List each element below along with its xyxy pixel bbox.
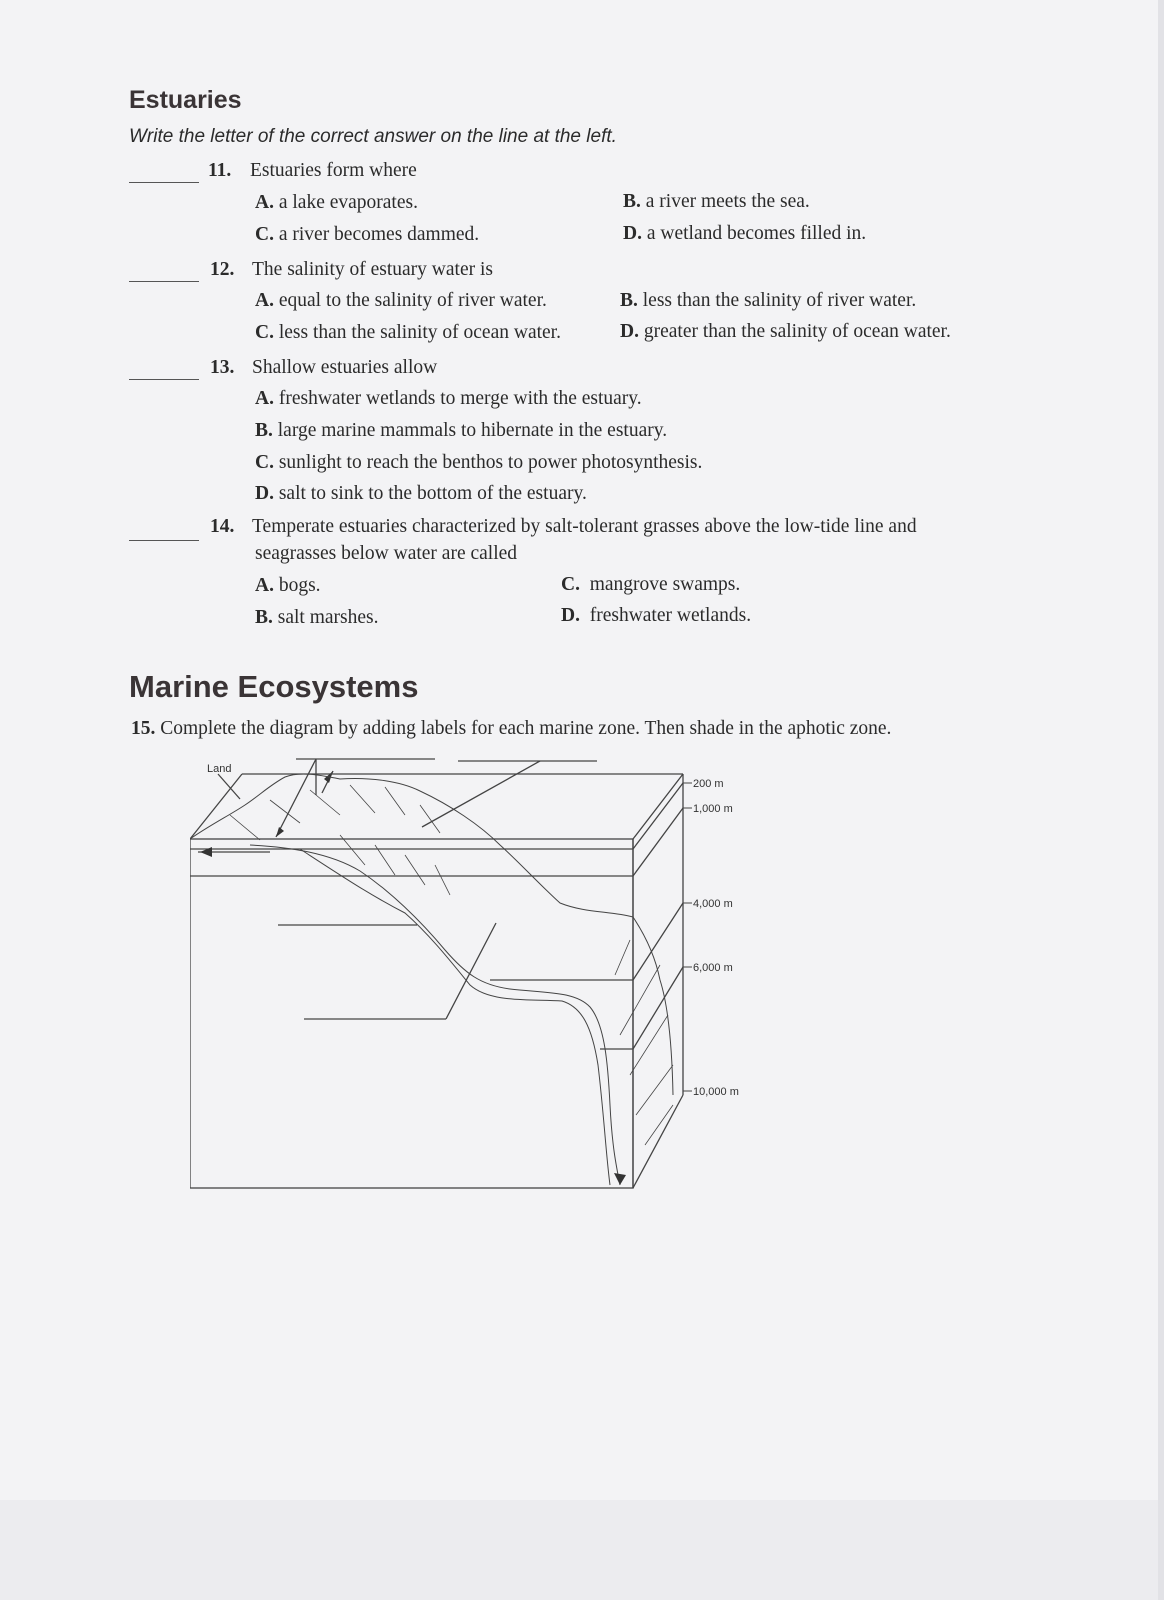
question-number: 15.: [131, 718, 156, 739]
depth-label-1000m: 1,000 m: [693, 803, 733, 815]
option-a: A. equal to the salinity of river water.: [255, 290, 547, 311]
answer-blank-11[interactable]: [129, 182, 199, 183]
option-c: C. mangrove swamps.: [561, 574, 741, 595]
question-text: Estuaries form where: [250, 160, 417, 181]
option-d: D. a wetland becomes filled in.: [623, 223, 867, 244]
question-number: 11.: [208, 160, 232, 181]
depth-label-10000m: 10,000 m: [693, 1086, 739, 1098]
option-b: B. large marine mammals to hibernate in the estuary.: [255, 420, 668, 441]
option-a: A. freshwater wetlands to merge with the estuary.: [255, 388, 642, 409]
ocean-block-front: [190, 839, 633, 1188]
page-edge: [1158, 0, 1164, 1600]
question-text-line2: seagrasses below water are called: [255, 543, 518, 564]
option-c: C. less than the salinity of ocean water.: [255, 322, 561, 343]
arrow-head: [614, 1173, 626, 1185]
question-text: The salinity of estuary water is: [252, 259, 493, 280]
question-text-line1: Temperate estuaries characterized by salt-tolerant grasses above the low-tide line and: [252, 516, 917, 537]
option-b: B. less than the salinity of river water.: [620, 290, 917, 311]
depth-label-200m: 200 m: [693, 778, 724, 790]
slope-contour: [300, 849, 610, 1185]
section-title-marine: Marine Ecosystems: [129, 669, 419, 704]
block-edge: [190, 774, 242, 839]
pointer-line: [422, 761, 540, 827]
question-number: 12.: [210, 259, 235, 280]
land-label: Land: [207, 763, 232, 775]
answer-blank-13[interactable]: [129, 379, 199, 380]
terrain-hatching: [230, 785, 450, 895]
scan-margin: [0, 1500, 1164, 1600]
answer-blank-14[interactable]: [129, 540, 199, 541]
question-number: 13.: [210, 357, 235, 378]
trench-hatching: [615, 940, 673, 1145]
zone-line-side: [633, 783, 683, 849]
question-15: [131, 718, 891, 740]
option-c: C. a river becomes dammed.: [255, 224, 480, 245]
option-a: A. a lake evaporates.: [255, 192, 418, 213]
arrow-head: [276, 827, 284, 837]
pointer-line: [276, 759, 316, 837]
option-d: D. salt to sink to the bottom of the estuary.: [255, 483, 587, 504]
shelf-slope-contour: [250, 845, 620, 1185]
option-b: B. a river meets the sea.: [623, 191, 810, 212]
option-d: D. greater than the salinity of ocean water.: [620, 321, 951, 342]
depth-scale: [683, 783, 692, 1091]
question-number: 14.: [210, 516, 235, 537]
question-text: Complete the diagram by adding labels for each marine zone. Then shade in the aphotic zone.: [160, 718, 892, 739]
option-d: D. freshwater wetlands.: [561, 605, 752, 626]
answer-blank-12[interactable]: [129, 281, 199, 282]
pointer-line: [446, 923, 496, 1019]
zone-line-side: [633, 808, 683, 876]
block-edge: [633, 774, 683, 839]
depth-label-6000m: 6,000 m: [693, 962, 733, 974]
option-a: A. bogs.: [255, 575, 321, 596]
option-c: C. sunlight to reach the benthos to power photosynthesis.: [255, 452, 703, 473]
question-text: Shallow estuaries allow: [252, 357, 438, 378]
marine-zone-diagram: [190, 745, 760, 1205]
pointer-line: [218, 774, 240, 799]
zone-line-side: [633, 967, 683, 1049]
depth-label-4000m: 4,000 m: [693, 898, 733, 910]
option-b: B. salt marshes.: [255, 607, 379, 628]
section-title-estuaries: Estuaries: [129, 86, 242, 114]
instructions: Write the letter of the correct answer on the line at the left.: [129, 126, 617, 147]
